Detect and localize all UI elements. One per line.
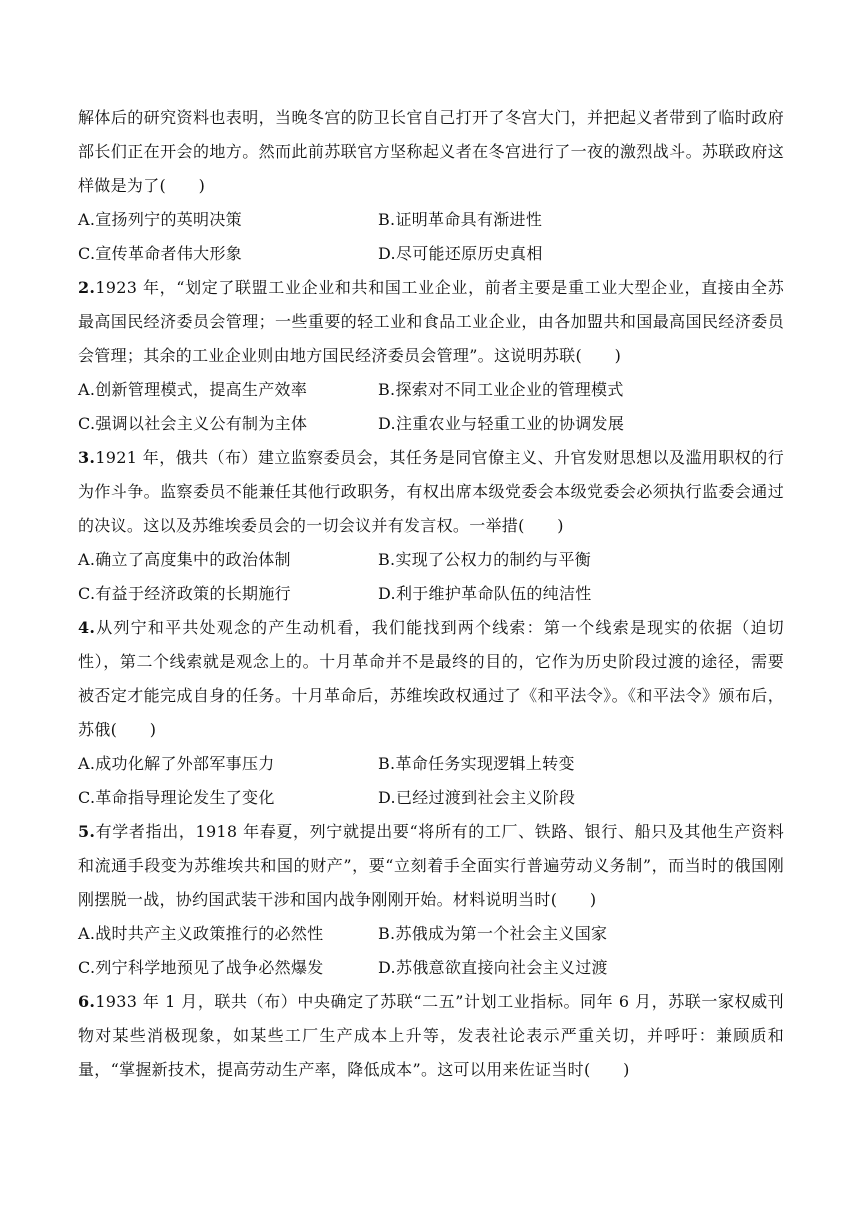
question-stem [78,441,784,543]
question-continued [78,101,784,271]
option-c: C.有益于经济政策的长期施行 [78,584,291,603]
question-stem [78,815,784,917]
option-d: D.利于维护革命队伍的纯洁性 [378,584,592,603]
exam-page [78,101,784,1087]
option-a: A.确立了高度集中的政治体制 [78,550,291,569]
option-a: A.战时共产主义政策推行的必然性 [78,924,324,943]
question-text: 有学者指出，1918 年春夏，列宁就提出要“将所有的工厂、铁路、银行、船只及其他生产资料和流通手段变为苏维埃共和国的财产”，要“立刻着手全面实行普遍劳动义务制”，而当时的俄国刚刚摆脱一战，协约国武装干涉和国内战争刚刚开始。材料说明当时( ) [78,822,784,909]
option-c: C.革命指导理论发生了变化 [78,788,275,807]
question-text: 1923 年，“划定了联盟工业企业和共和国工业企业，前者主要是重工业大型企业，直接由全苏最高国民经济委员会管理；一些重要的轻工业和食品工业企业，由各加盟共和国最高国民经济委员会管理；其余的工业企业则由地方国民经济委员会管理”。这说明苏联( ) [78,278,784,365]
option-c: C.宣传革命者伟大形象 [78,244,243,263]
option-d: D.已经过渡到社会主义阶段 [378,788,576,807]
question-text: 从列宁和平共处观念的产生动机看，我们能找到两个线索：第一个线索是现实的依据（迫切性），第二个线索就是观念上的。十月革命并不是最终的目的，它作为历史阶段过渡的途径，需要被否定才能完成自身的任务。十月革命后，苏维埃政权通过了《和平法令》。《和平法令》颁布后，苏俄( ) [78,618,784,739]
question-text: 1933 年 1 月，联共（布）中央确定了苏联“二五”计划工业指标。同年 6 月，苏联一家权威刊物对某些消极现象，如某些工厂生产成本上升等，发表社论表示严重关切，并呼吁：兼顾质和量，“掌握新技术，提高劳动生产率，降低成本”。这可以用来佐证当时( ) [78,992,784,1079]
question-3 [78,441,784,611]
question-2 [78,271,784,441]
option-d: D.苏俄意欲直接向社会主义过渡 [378,958,608,977]
question-number: 6. [78,992,96,1011]
question-stem [78,271,784,373]
options [78,203,784,271]
options [78,917,784,985]
option-b: B.证明革命具有渐进性 [378,210,543,229]
option-b: B.探索对不同工业企业的管理模式 [378,380,624,399]
question-number: 4. [78,618,96,637]
option-d: D.尽可能还原历史真相 [378,244,543,263]
option-a: A.创新管理模式，提高生产效率 [78,380,308,399]
option-c: C.强调以社会主义公有制为主体 [78,414,308,433]
option-a: A.宣扬列宁的英明决策 [78,210,242,229]
question-stem: 解体后的研究资料也表明，当晚冬宫的防卫长官自己打开了冬宫大门，并把起义者带到了临时政府部长们正在开会的地方。然而此前苏联官方坚称起义者在冬宫进行了一夜的激烈战斗。苏联政府这样做是为了( ) [78,108,784,195]
option-d: D.注重农业与轻重工业的协调发展 [378,414,625,433]
question-number: 2. [78,278,96,297]
question-5 [78,815,784,985]
option-b: B.革命任务实现逻辑上转变 [378,754,575,773]
question-number: 5. [78,822,96,841]
option-a: A.成功化解了外部军事压力 [78,754,275,773]
question-stem [78,611,784,747]
question-text: 1921 年，俄共（布）建立监察委员会，其任务是同官僚主义、升官发财思想以及滥用职权的行为作斗争。监察委员不能兼任其他行政职务，有权出席本级党委会本级党委会必须执行监委会通过的决议。这以及苏维埃委员会的一切会议并有发言权。一举措( ) [78,448,784,535]
option-c: C.列宁科学地预见了战争必然爆发 [78,958,324,977]
option-b: B.实现了公权力的制约与平衡 [378,550,592,569]
options [78,373,784,441]
options [78,543,784,611]
question-6 [78,985,784,1087]
options [78,747,784,815]
question-4 [78,611,784,815]
question-stem [78,985,784,1087]
question-number: 3. [78,448,96,467]
option-b: B.苏俄成为第一个社会主义国家 [378,924,608,943]
